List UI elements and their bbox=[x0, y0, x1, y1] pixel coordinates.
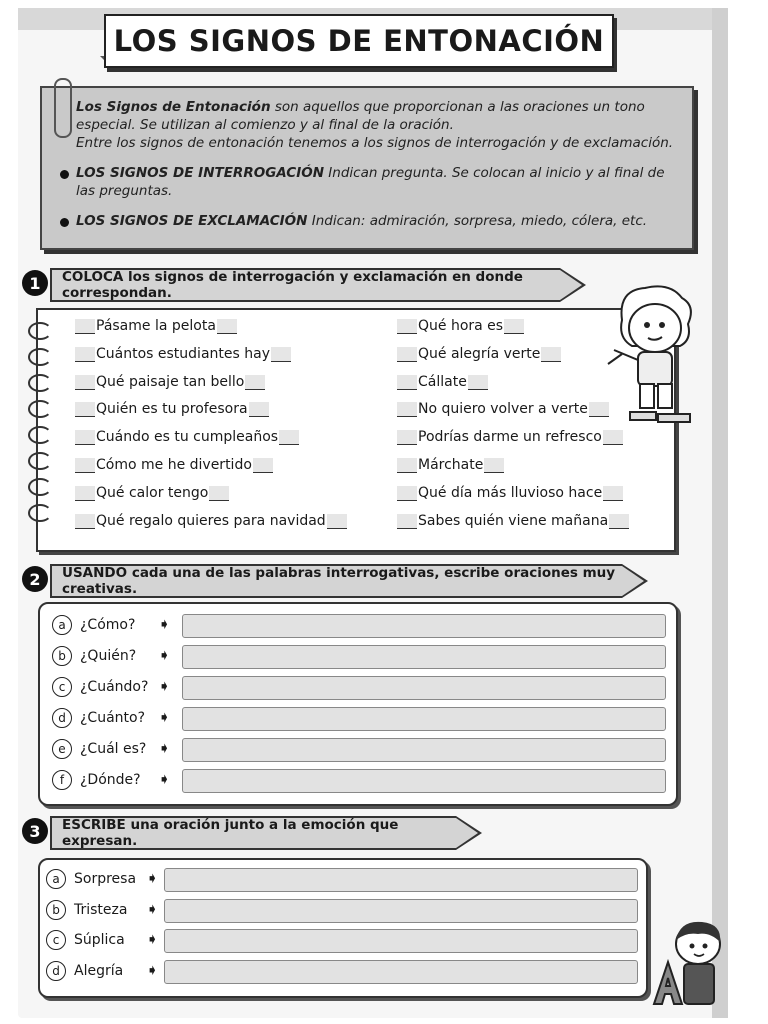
item-letter: c bbox=[52, 677, 72, 697]
sentence-text: Cállate bbox=[418, 373, 467, 390]
blank-start-input[interactable] bbox=[75, 319, 95, 334]
item-word: ¿Quién? bbox=[80, 648, 137, 664]
blank-end-input[interactable] bbox=[217, 319, 237, 334]
item-word: Súplica bbox=[74, 932, 125, 948]
sentence-row bbox=[74, 513, 348, 529]
boy-with-letter-illustration bbox=[650, 918, 726, 1008]
sentence-text: Pásame la pelota bbox=[96, 318, 216, 334]
answer-line-input[interactable] bbox=[182, 614, 666, 638]
question-word-label bbox=[52, 738, 146, 760]
arrow-icon: ➧ bbox=[158, 616, 171, 633]
bullet2-line bbox=[76, 212, 647, 230]
section3-number: 3 bbox=[22, 818, 48, 844]
intro-line1-rest: son aquellos que proporcionan a las oraciones un tono bbox=[270, 99, 645, 115]
answer-line-input[interactable] bbox=[182, 707, 666, 731]
spiral-ring-icon bbox=[28, 348, 52, 366]
blank-start-input[interactable] bbox=[75, 430, 95, 445]
question-word-label bbox=[52, 645, 136, 667]
title-banner bbox=[104, 14, 614, 68]
blank-end-input[interactable] bbox=[541, 347, 561, 362]
sentence-text: Cómo me he divertido bbox=[96, 457, 252, 473]
answer-line-input[interactable] bbox=[164, 960, 638, 984]
sentence-text: Qué paisaje tan bello bbox=[96, 373, 245, 390]
bullet1-rest: Indican pregunta. Se colocan al inicio y al final de bbox=[324, 165, 665, 181]
blank-start-input[interactable] bbox=[397, 430, 417, 445]
spiral-ring-icon bbox=[28, 374, 52, 392]
sentence-row bbox=[396, 401, 610, 417]
blank-end-input[interactable] bbox=[249, 402, 269, 417]
section1-instruction-tab bbox=[50, 268, 560, 302]
sentence-row bbox=[396, 457, 505, 473]
blank-end-input[interactable] bbox=[279, 430, 299, 445]
blank-end-input[interactable] bbox=[327, 514, 347, 529]
blank-end-input[interactable] bbox=[253, 458, 273, 473]
sentence-text: Qué día más lluvioso hace bbox=[418, 484, 603, 501]
sentence-row bbox=[396, 513, 630, 529]
item-word: Tristeza bbox=[74, 901, 128, 918]
item-letter: a bbox=[52, 615, 72, 635]
sentence-row bbox=[74, 401, 270, 417]
blank-start-input[interactable] bbox=[397, 486, 417, 501]
blank-start-input[interactable] bbox=[397, 319, 417, 334]
blank-start-input[interactable] bbox=[397, 458, 417, 473]
blank-start-input[interactable] bbox=[75, 347, 95, 362]
arrow-icon: ➧ bbox=[158, 678, 171, 695]
blank-end-input[interactable] bbox=[609, 514, 629, 529]
question-word-label bbox=[52, 614, 135, 636]
section1-instruction: COLOCA los signos de interrogación y exclamación en donde correspondan. bbox=[62, 269, 523, 301]
sentence-text: Qué regalo quieres para navidad bbox=[96, 512, 326, 529]
sentence-row bbox=[74, 429, 300, 445]
sentence-row bbox=[74, 318, 238, 334]
bullet1-term: LOS SIGNOS DE INTERROGACIÓN bbox=[76, 165, 325, 181]
question-word-label bbox=[52, 769, 141, 791]
sentence-row bbox=[74, 346, 292, 362]
blank-end-input[interactable] bbox=[209, 486, 229, 501]
arrow-icon: ➧ bbox=[158, 771, 171, 788]
item-letter: e bbox=[52, 739, 72, 759]
page-title: LOS SIGNOS DE ENTONACIÓN bbox=[113, 24, 605, 58]
bullet1-line-2: las preguntas. bbox=[76, 183, 173, 199]
section2-instruction: USANDO cada una de las palabras interrogativas, escribe oraciones muy creativas. bbox=[62, 565, 616, 597]
bullet2-rest: Indican: admiración, sorpresa, miedo, cólera, etc. bbox=[307, 213, 648, 229]
section2-number: 2 bbox=[22, 566, 48, 592]
spiral-ring-icon bbox=[28, 452, 52, 470]
item-letter: d bbox=[46, 961, 66, 981]
arrow-icon: ➧ bbox=[158, 709, 171, 726]
arrow-icon: ➧ bbox=[146, 900, 159, 918]
spiral-ring-icon bbox=[28, 322, 52, 340]
blank-end-input[interactable] bbox=[484, 458, 504, 473]
sentence-text: Márchate bbox=[418, 457, 484, 473]
bullet-icon bbox=[60, 170, 69, 179]
sentence-row bbox=[396, 346, 562, 362]
section3-instruction: ESCRIBE una oración junto a la emoción que expresan. bbox=[62, 817, 399, 849]
sentence-text: Qué alegría verte bbox=[418, 345, 541, 362]
sentence-row bbox=[74, 485, 230, 501]
sentence-row bbox=[396, 374, 489, 390]
answer-line-input[interactable] bbox=[182, 645, 666, 669]
item-letter: c bbox=[46, 930, 66, 950]
blank-start-input[interactable] bbox=[75, 458, 95, 473]
section2-instruction-tab bbox=[50, 564, 622, 598]
sentence-row bbox=[396, 318, 525, 334]
blank-end-input[interactable] bbox=[271, 347, 291, 362]
arrow-icon: ➧ bbox=[158, 740, 171, 757]
item-word: ¿Dónde? bbox=[80, 772, 141, 788]
info-box bbox=[40, 86, 694, 250]
question-word-label bbox=[46, 868, 136, 890]
paperclip-icon bbox=[54, 78, 72, 138]
blank-start-input[interactable] bbox=[75, 375, 95, 390]
answer-line-input[interactable] bbox=[164, 899, 638, 923]
sentence-row bbox=[74, 374, 266, 390]
question-word-label bbox=[46, 960, 123, 982]
item-letter: b bbox=[52, 646, 72, 666]
bullet2-term: LOS SIGNOS DE EXCLAMACIÓN bbox=[76, 213, 308, 229]
item-word: ¿Cómo? bbox=[80, 617, 136, 633]
answer-line-input[interactable] bbox=[164, 868, 638, 892]
intro-term: Los Signos de Entonación bbox=[76, 99, 271, 115]
arrow-icon: ➧ bbox=[146, 961, 159, 979]
item-word: Sorpresa bbox=[74, 871, 137, 887]
sentence-text: No quiero volver a verte bbox=[418, 401, 588, 418]
sentence-text: Qué hora es bbox=[418, 318, 504, 334]
blank-start-input[interactable] bbox=[75, 402, 95, 417]
bullet1-line-1 bbox=[76, 164, 665, 182]
sentence-row bbox=[74, 457, 274, 473]
boy-illustration bbox=[600, 280, 710, 445]
sentence-text: Cuántos estudiantes hay bbox=[96, 345, 270, 362]
answer-line-input[interactable] bbox=[182, 738, 666, 762]
page-edge bbox=[712, 8, 728, 1018]
sentence-text: Sabes quién viene mañana bbox=[418, 512, 609, 529]
sentence-text: Quién es tu profesora bbox=[96, 401, 248, 418]
item-letter: d bbox=[52, 708, 72, 728]
blank-start-input[interactable] bbox=[75, 514, 95, 529]
blank-end-input[interactable] bbox=[603, 486, 623, 501]
answer-line-input[interactable] bbox=[182, 676, 666, 700]
intro-line-3: Entre los signos de entonación tenemos a los signos de interrogación y de exclamación. bbox=[76, 135, 674, 151]
answer-line-input[interactable] bbox=[164, 929, 638, 953]
bullet-icon bbox=[60, 218, 69, 227]
question-word-label bbox=[46, 899, 127, 921]
item-word: ¿Cuál es? bbox=[80, 741, 147, 757]
blank-start-input[interactable] bbox=[397, 514, 417, 529]
sentence-text: Cuándo es tu cumpleaños bbox=[96, 429, 279, 446]
sentence-row bbox=[396, 429, 624, 445]
spiral-ring-icon bbox=[28, 426, 52, 444]
item-letter: f bbox=[52, 770, 72, 790]
blank-end-input[interactable] bbox=[245, 375, 265, 390]
blank-start-input[interactable] bbox=[397, 375, 417, 390]
spiral-ring-icon bbox=[28, 478, 52, 496]
item-letter: b bbox=[46, 900, 66, 920]
question-word-label bbox=[46, 929, 125, 951]
intro-line-2: especial. Se utilizan al comienzo y al final de la oración. bbox=[76, 117, 454, 133]
intro-line-1 bbox=[76, 98, 645, 116]
section1-number: 1 bbox=[22, 270, 48, 296]
blank-end-input[interactable] bbox=[468, 375, 488, 390]
item-letter: a bbox=[46, 869, 66, 889]
item-word: ¿Cuándo? bbox=[80, 679, 149, 695]
answer-line-input[interactable] bbox=[182, 769, 666, 793]
section3-instruction-tab bbox=[50, 816, 456, 850]
item-word: Alegría bbox=[74, 962, 124, 979]
sentence-text: Qué calor tengo bbox=[96, 484, 209, 501]
blank-start-input[interactable] bbox=[75, 486, 95, 501]
blank-start-input[interactable] bbox=[397, 347, 417, 362]
spiral-ring-icon bbox=[28, 400, 52, 418]
spiral-ring-icon bbox=[28, 504, 52, 522]
arrow-icon: ➧ bbox=[146, 931, 159, 948]
question-word-label bbox=[52, 676, 148, 698]
sentence-row bbox=[396, 485, 624, 501]
item-word: ¿Cuánto? bbox=[80, 710, 146, 726]
blank-end-input[interactable] bbox=[504, 319, 524, 334]
question-word-label bbox=[52, 707, 145, 729]
blank-start-input[interactable] bbox=[397, 402, 417, 417]
sentence-text: Podrías darme un refresco bbox=[418, 429, 602, 446]
arrow-icon: ➧ bbox=[146, 870, 159, 887]
arrow-icon: ➧ bbox=[158, 647, 171, 664]
